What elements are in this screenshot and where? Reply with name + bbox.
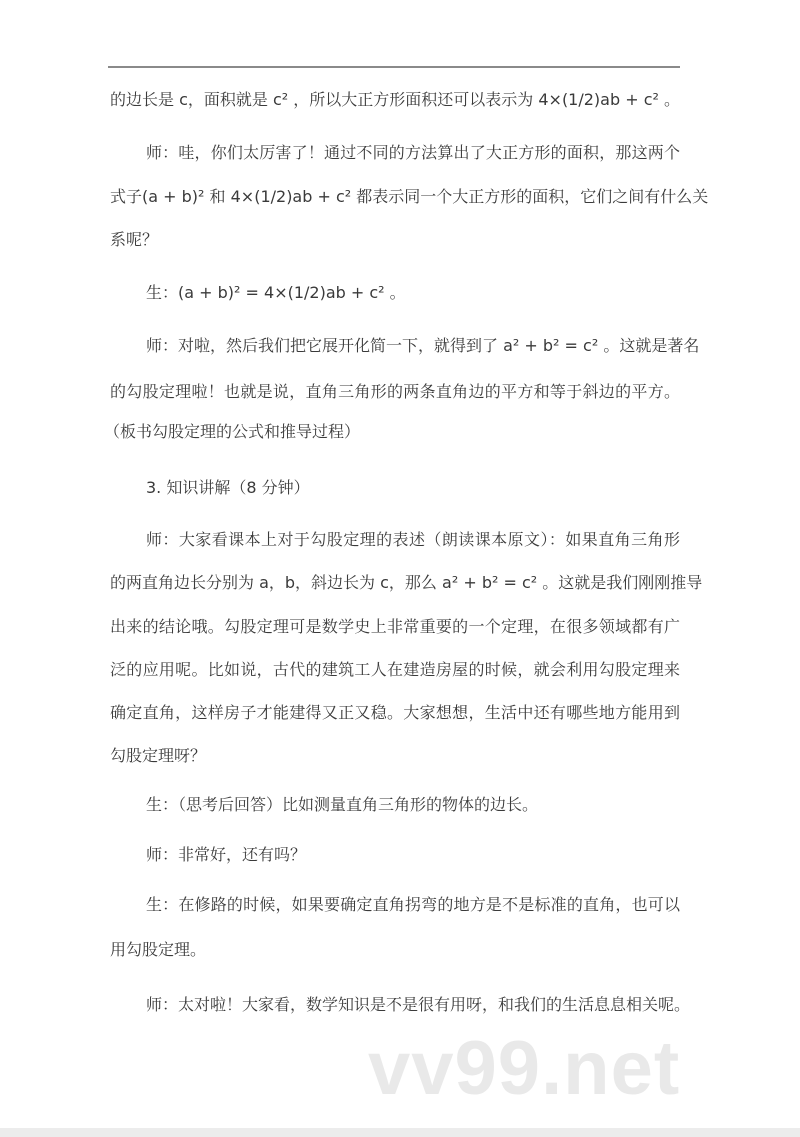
paragraph-line: 生：在修路的时候，如果要确定直角拐弯的地方是不是标准的直角，也可以 (146, 895, 680, 914)
paragraph-line: 出来的结论哦。勾股定理可是数学史上非常重要的一个定理，在很多领域都有广 (110, 617, 680, 636)
page-edge (0, 1128, 800, 1137)
paragraph-line: 系呢？ (110, 230, 159, 249)
paragraph-line: 师：对啦，然后我们把它展开化简一下，就得到了 a² + b² = c² 。这就是著名 (146, 336, 700, 355)
header-rule (108, 66, 680, 68)
paragraph-line: 师：太对啦！大家看，数学知识是不是很有用呀，和我们的生活息息相关呢。 (146, 995, 691, 1014)
paragraph-line: 用勾股定理。 (110, 940, 207, 959)
paragraph-line: 生：（思考后回答）比如测量直角三角形的物体的边长。 (146, 795, 539, 814)
paragraph-line: 泛的应用呢。比如说，古代的建筑工人在建造房屋的时候，就会利用勾股定理来 (110, 660, 680, 679)
paragraph-line: 的边长是 c，面积就是 c² ，所以大正方形面积还可以表示为 4×(1/2)ab + c² 。 (110, 90, 681, 109)
paragraph-line: 的勾股定理啦！也就是说，直角三角形的两条直角边的平方和等于斜边的平方。 (110, 382, 680, 401)
paragraph-line: （板书勾股定理的公式和推导过程） (104, 422, 361, 441)
paragraph-line: 式子(a + b)² 和 4×(1/2)ab + c² 都表示同一个大正方形的面积，它们之间有什么关 (110, 187, 709, 206)
paragraph-line: 勾股定理呀？ (110, 746, 207, 765)
paragraph-line: 师：大家看课本上对于勾股定理的表述（朗读课本原文）：如果直角三角形 (146, 530, 680, 549)
paragraph-line: 师：哇，你们太厉害了！通过不同的方法算出了大正方形的面积，那这两个 (146, 143, 680, 162)
paragraph-line: 的两直角边长分别为 a，b，斜边长为 c，那么 a² + b² = c² 。这就是我们刚刚推导 (110, 573, 703, 592)
paragraph-line: 生：(a + b)² = 4×(1/2)ab + c² 。 (146, 283, 406, 302)
section-heading: 3. 知识讲解（8 分钟） (146, 478, 310, 497)
watermark: vv99.net (368, 1026, 681, 1111)
paragraph-line: 师：非常好，还有吗？ (146, 845, 307, 864)
paragraph-line: 确定直角，这样房子才能建得又正又稳。大家想想，生活中还有哪些地方能用到 (110, 703, 680, 722)
